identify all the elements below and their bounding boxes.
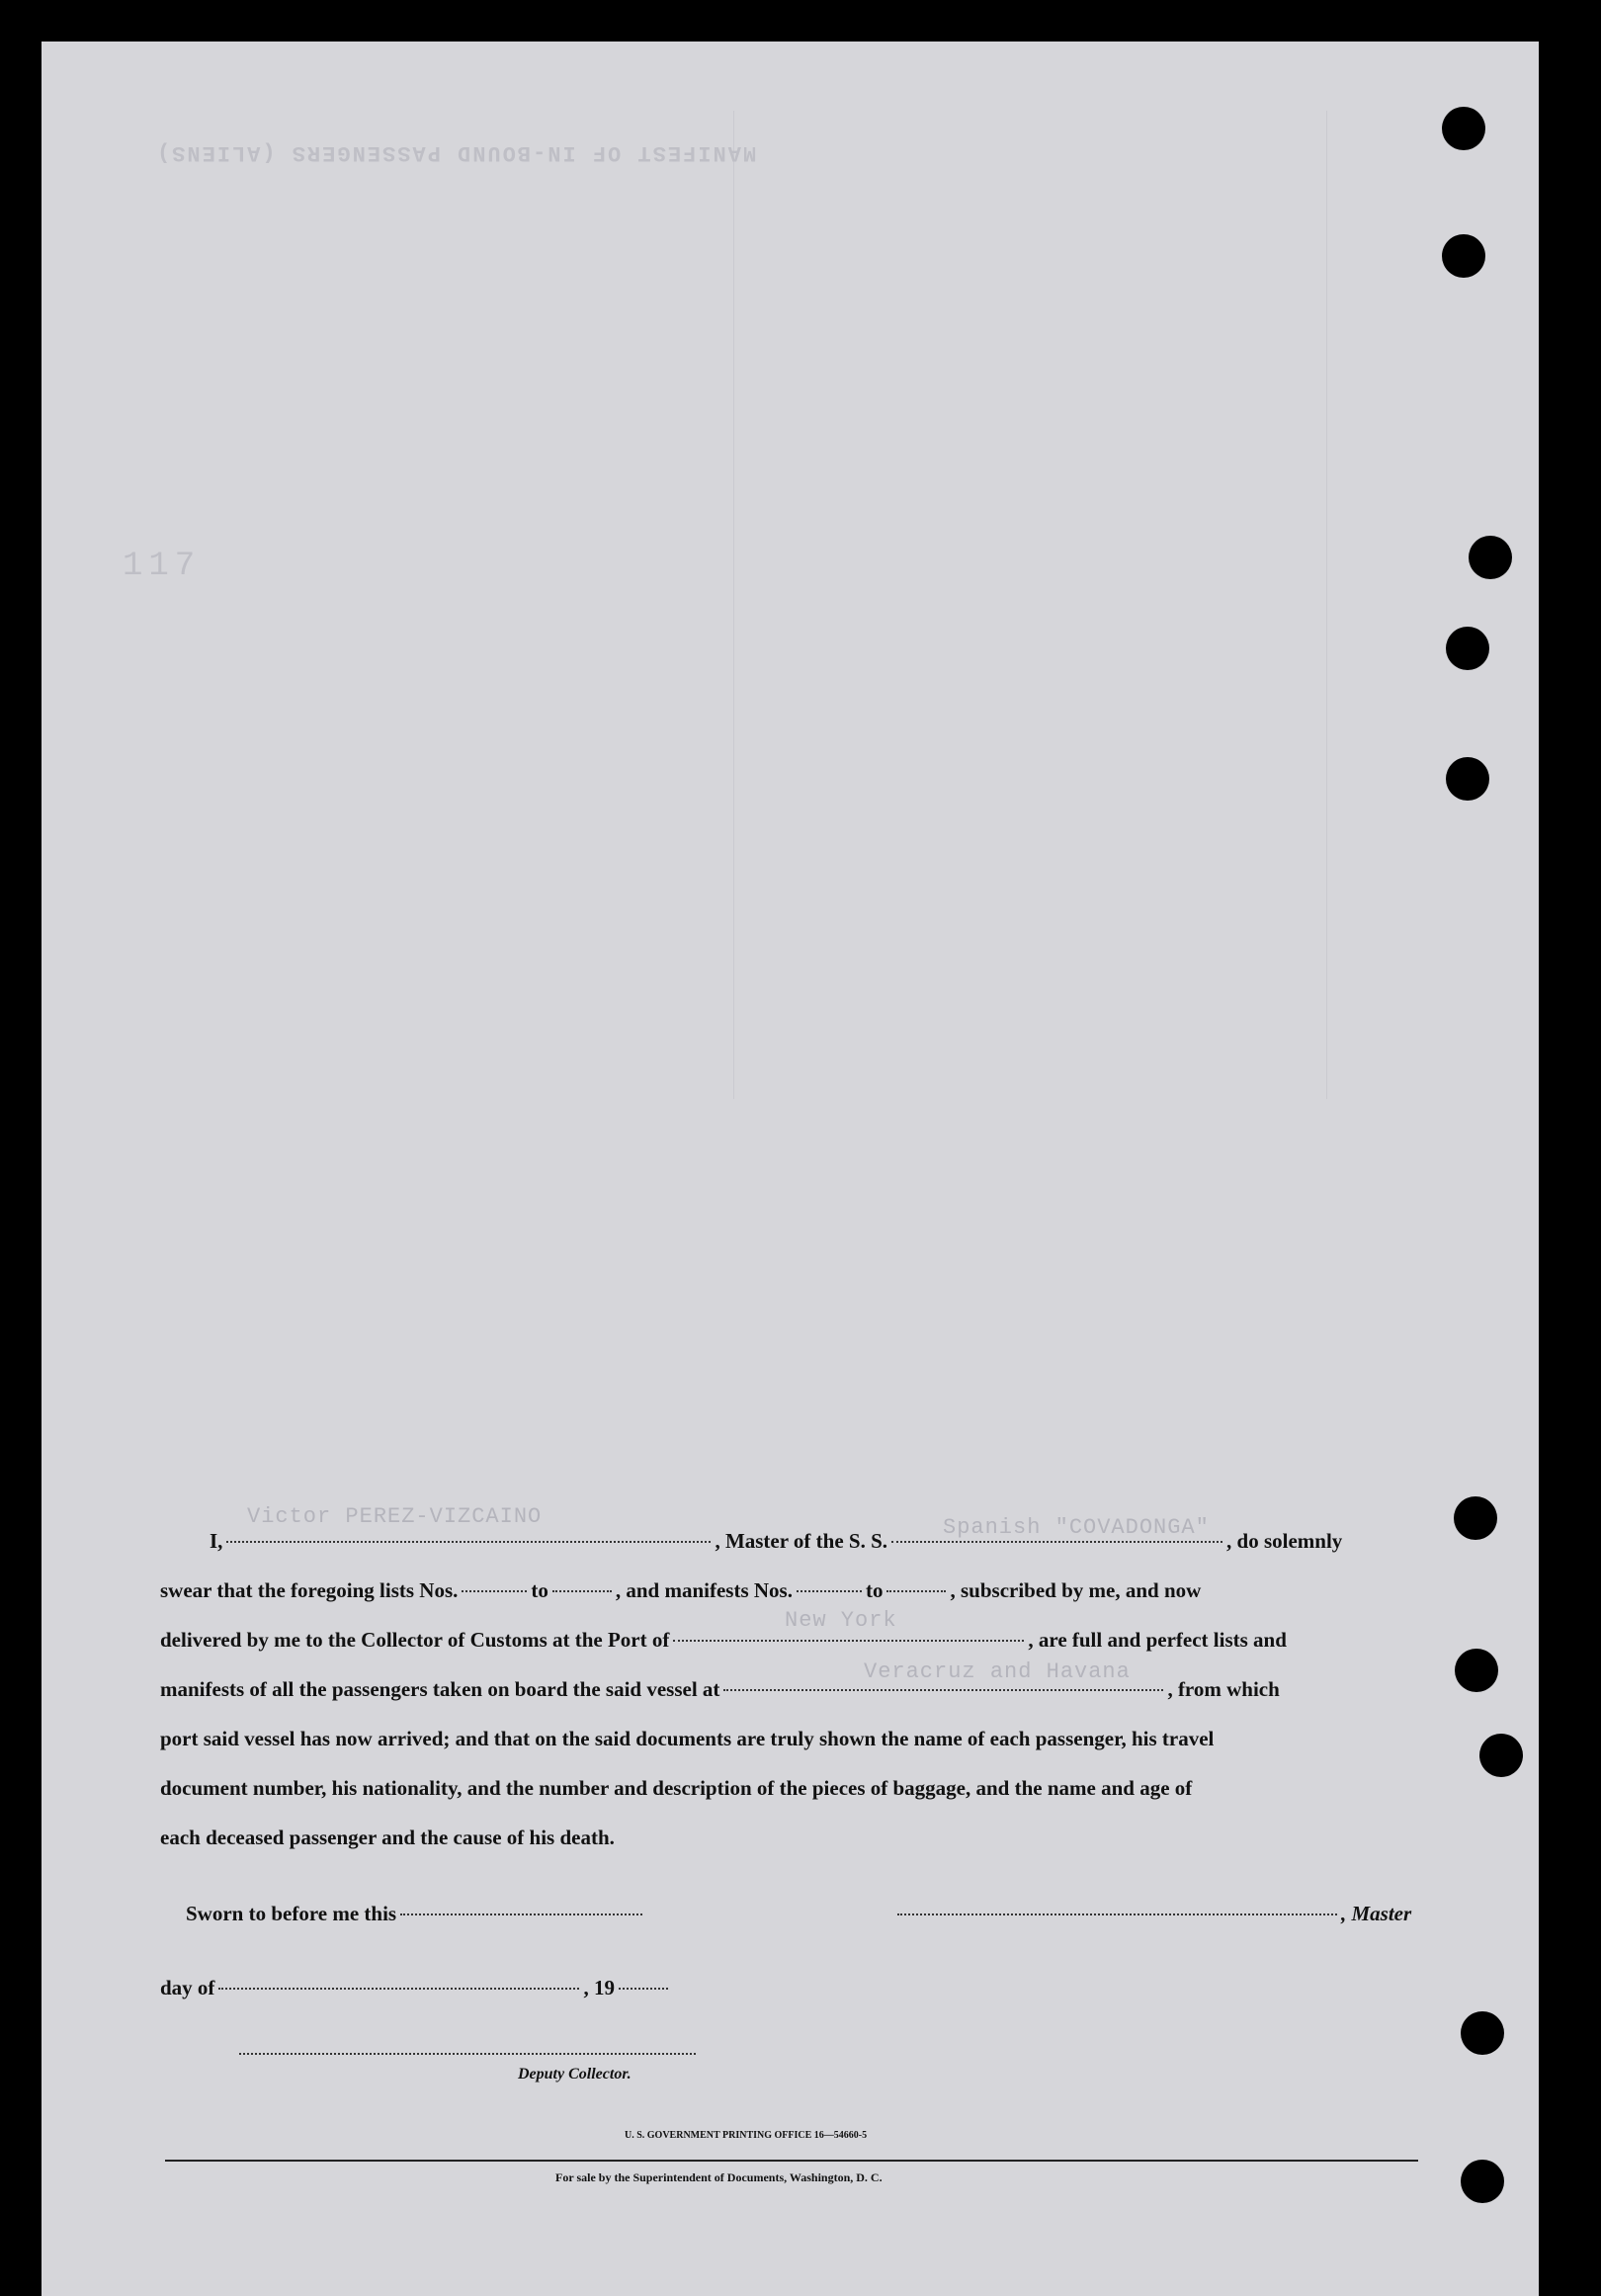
deputy-collector-label: Deputy Collector.: [518, 2066, 632, 2083]
punch-hole: [1461, 2160, 1504, 2203]
sworn-label: Sworn to before me this: [186, 1902, 397, 1925]
oath-full-perfect: , are full and perfect lists and: [1028, 1628, 1287, 1652]
master-signature-line: [893, 1902, 1411, 1926]
manifest-to-field: [886, 1590, 946, 1592]
ghost-margin-number: 117: [123, 548, 202, 585]
deputy-signature-field: [239, 2053, 696, 2055]
master-name-entry: Victor PEREZ-VIZCAINO: [247, 1504, 543, 1529]
document-page: [42, 42, 1539, 2296]
list-to-field: [552, 1590, 612, 1592]
oath-subscribed: , subscribed by me, and now: [950, 1578, 1202, 1602]
oath-taken-on-board: manifests of all the passengers taken on board the said vessel at: [160, 1677, 720, 1701]
oath-i: I,: [210, 1529, 223, 1553]
oath-line-5: port said vessel has now arrived; and that on the said documents are truly shown the name of each passenger, his travel: [160, 1727, 1215, 1750]
sworn-line: [186, 1902, 646, 1926]
deputy-signature-line: [235, 2058, 700, 2060]
master-name-field: [226, 1541, 711, 1543]
oath-lists-nos: swear that the foregoing lists Nos.: [160, 1578, 459, 1602]
punch-hole: [1454, 1496, 1497, 1540]
day-of-label: day of: [160, 1976, 215, 1999]
punch-hole: [1461, 2011, 1504, 2055]
ghost-column-line: [1326, 111, 1327, 1099]
master-label: , Master: [1341, 1902, 1412, 1925]
oath-line-2: [160, 1578, 1201, 1603]
punch-hole: [1455, 1649, 1498, 1692]
vessel-name-field: [891, 1541, 1222, 1543]
punch-hole: [1446, 627, 1489, 670]
oath-to-2: to: [865, 1578, 884, 1602]
punch-hole: [1469, 536, 1512, 579]
punch-hole: [1442, 107, 1485, 150]
port-of-arrival-field: [673, 1640, 1024, 1642]
oath-master-of: , Master of the S. S.: [715, 1529, 888, 1553]
oath-from-which: , from which: [1167, 1677, 1280, 1701]
oath-line-7: each deceased passenger and the cause of his death.: [160, 1826, 615, 1849]
year-prefix: , 19: [583, 1976, 615, 1999]
printing-office-note: U. S. GOVERNMENT PRINTING OFFICE 16—54660-5: [625, 2130, 868, 2141]
footer-rule: [165, 2160, 1418, 2162]
day-of-line: [160, 1976, 672, 2000]
embarkation-port-field: [723, 1689, 1163, 1691]
oath-line-1: [210, 1529, 1342, 1554]
oath-line-6: document number, his nationality, and the number and description of the pieces of baggage, and the name and age of: [160, 1776, 1193, 1800]
oath-manifests-nos: , and manifests Nos.: [615, 1578, 793, 1602]
year-field: [619, 1988, 668, 1990]
oath-delivered: delivered by me to the Collector of Customs at the Port of: [160, 1628, 670, 1652]
oath-solemnly: , do solemnly: [1226, 1529, 1343, 1553]
punch-hole: [1479, 1734, 1523, 1777]
oath-line-4: [160, 1677, 1280, 1702]
sale-note: For sale by the Superintendent of Documents, Washington, D. C.: [555, 2170, 883, 2184]
ports-of-embarkation-entry: Veracruz and Havana: [864, 1659, 1131, 1684]
ghost-header-title: MANIFEST OF IN-BOUND PASSENGERS (ALIENS): [155, 140, 757, 165]
ghost-column-line: [733, 111, 734, 1099]
master-signature-field: [897, 1913, 1337, 1915]
list-from-field: [462, 1590, 527, 1592]
sworn-day-field: [400, 1913, 642, 1915]
month-field: [218, 1988, 579, 1990]
port-of-arrival-entry: New York: [785, 1608, 897, 1633]
vessel-name-entry: Spanish "COVADONGA": [943, 1515, 1210, 1540]
punch-hole: [1442, 234, 1485, 278]
punch-hole: [1446, 757, 1489, 801]
oath-to-1: to: [531, 1578, 548, 1602]
manifest-from-field: [797, 1590, 862, 1592]
oath-line-3: [160, 1628, 1287, 1653]
